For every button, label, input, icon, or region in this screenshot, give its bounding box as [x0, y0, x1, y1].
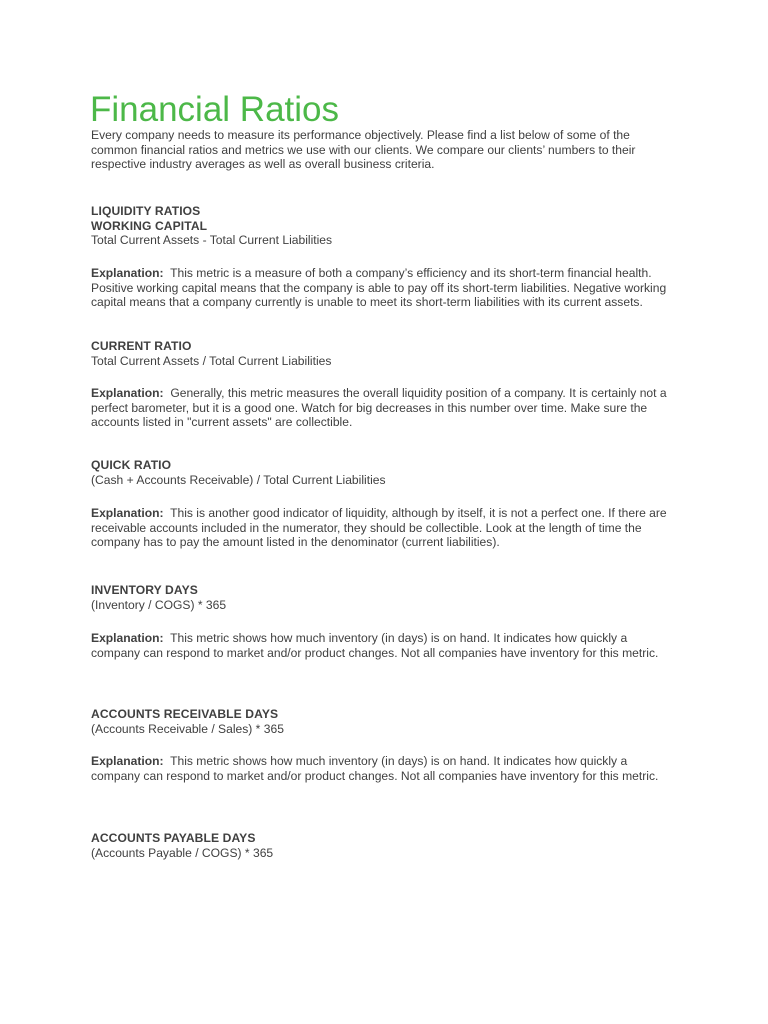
ar-days-formula: (Accounts Receivable / Sales) * 365 [91, 721, 284, 736]
explanation-text: This metric shows how much inventory (in days) is on hand. It indicates how quickly a company can respond to market and/or product changes. Not all companies have inventory for this metric. [91, 631, 659, 660]
ap-days-definition [91, 831, 671, 860]
explanation-text: Generally, this metric measures the overall liquidity position of a company. It is certainly not a perfect barometer, but it is a good one. Watch for big decreases in this number over time. Make sure the accounts listed in "current assets" are collectible. [91, 386, 667, 430]
working-capital-heading: WORKING CAPITAL [91, 218, 208, 233]
inventory-days-explanation [91, 631, 671, 660]
explanation-text: This metric shows how much inventory (in days) is on hand. It indicates how quickly a company can respond to market and/or product changes. Not all companies have inventory for this metric. [91, 754, 659, 783]
explanation-text: This is another good indicator of liquidity, although by itself, it is not a perfect one. If there are receivable accounts included in the numerator, they should be collectible. Look at the length of time the company has to pay the amount listed in the denominator (current liabilities). [91, 506, 667, 550]
page-title: Financial Ratios [90, 90, 339, 129]
current-ratio-formula: Total Current Assets / Total Current Liabilities [91, 353, 332, 368]
inventory-days-definition [91, 583, 671, 612]
ar-days-definition [91, 707, 671, 736]
inventory-days-formula: (Inventory / COGS) * 365 [91, 597, 227, 612]
explanation-label: Explanation: [91, 506, 164, 520]
explanation-label: Explanation: [91, 631, 164, 645]
ap-days-heading: ACCOUNTS PAYABLE DAYS [91, 831, 256, 845]
ar-days-explanation [91, 754, 671, 783]
explanation-label: Explanation: [91, 754, 164, 768]
explanation-label: Explanation: [91, 266, 164, 280]
current-ratio-heading: CURRENT RATIO [91, 339, 192, 353]
ap-days-formula: (Accounts Payable / COGS) * 365 [91, 845, 274, 860]
quick-ratio-heading: QUICK RATIO [91, 458, 172, 472]
current-ratio-explanation [91, 386, 671, 430]
intro-paragraph: Every company needs to measure its performance objectively. Please find a list below of some of the common financial ratios and metrics we use with our clients. We compare our clients’ numbers to their respective industry averages as well as overall business criteria. [91, 128, 636, 172]
working-capital-explanation [91, 266, 671, 310]
liquidity-ratios-heading: LIQUIDITY RATIOS [91, 204, 201, 218]
inventory-days-heading: INVENTORY DAYS [91, 583, 198, 597]
explanation-label: Explanation: [91, 386, 164, 400]
working-capital-definition [91, 204, 671, 248]
ar-days-heading: ACCOUNTS RECEIVABLE DAYS [91, 707, 279, 721]
quick-ratio-formula: (Cash + Accounts Receivable) / Total Current Liabilities [91, 472, 386, 487]
quick-ratio-explanation [91, 506, 671, 550]
current-ratio-definition [91, 339, 671, 368]
working-capital-formula: Total Current Assets - Total Current Liabilities [91, 233, 333, 248]
explanation-text: This metric is a measure of both a company’s efficiency and its short-term financial health. Positive working capital means that the company is able to pay off its short-term liabilities. Negative working capital means that a company currently is unable to meet its short-term liabilities with its current assets. [91, 266, 667, 310]
quick-ratio-definition [91, 458, 671, 487]
